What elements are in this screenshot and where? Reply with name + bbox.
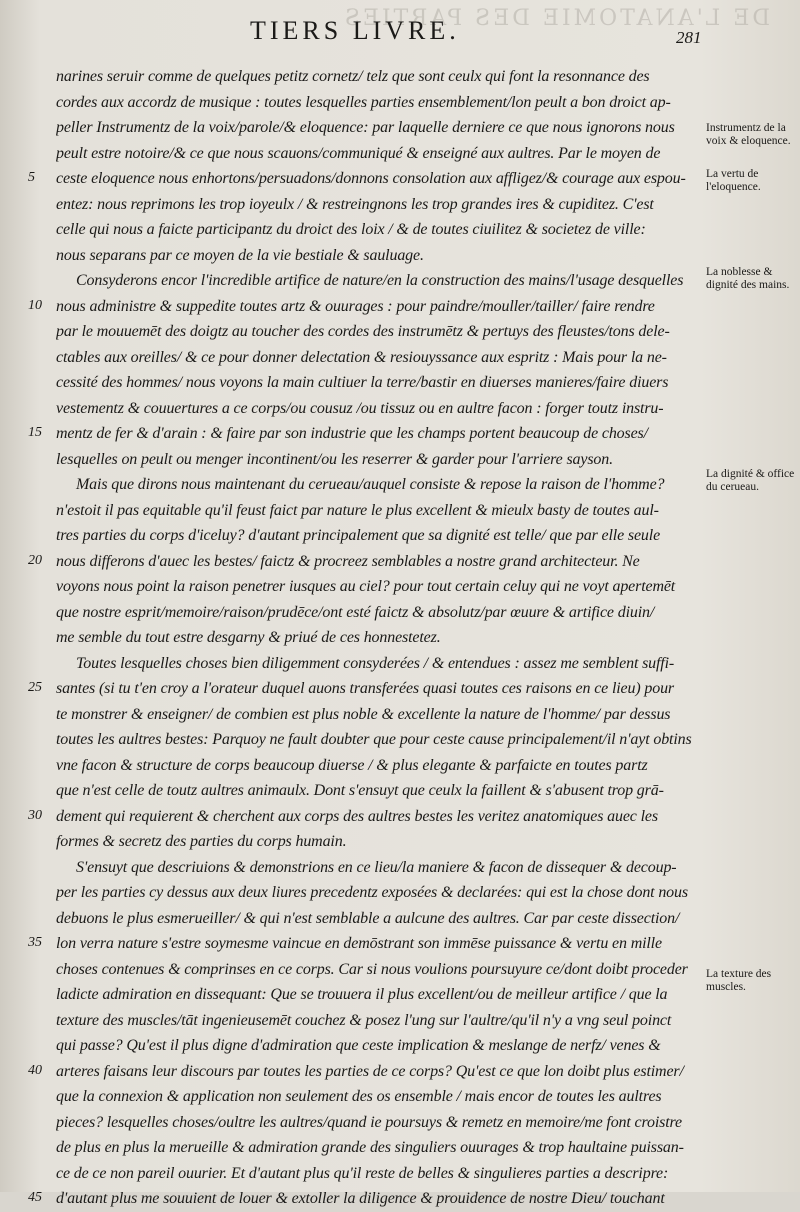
text-line: que la connexion & application non seulement des os ensemble / mais encor de toutes les aultres <box>56 1088 662 1105</box>
text-line: me semble du tout estre desgarny & priué de ces honnestetez. <box>56 629 441 646</box>
text-line: lesquelles on peult ou menger incontinent/ou les reserrer & garder pour l'arriere sayson. <box>56 450 613 468</box>
paragraph-start-line: Consyderons encor l'incredible artifice de nature/en la construction des mains/l'usage desquelles <box>76 272 684 289</box>
text-line: arteres faisans leur discours par toutes les parties de ce corps? Qu'est ce que lon doibt plus estimer/ <box>56 1062 684 1080</box>
text-line: d'autant plus me souuient de louer & extoller la diligence & prouidence de nostre Dieu/ touchant <box>56 1190 665 1207</box>
text-line: vestementz & couuertures a ce corps/ou cousuz /ou tissuz ou en aultre facon : forger toutz instru- <box>56 399 664 417</box>
text-line: qui passe? Qu'est il plus digne d'admiration que ceste implication & meslange de nerfz/ venes & <box>56 1037 661 1054</box>
text-line: narines seruir comme de quelques petitz cornetz/ telz que sont ceulx qui font la resonnance des <box>56 68 650 85</box>
line-number: 5 <box>28 170 35 185</box>
paragraph-start-line: Toutes lesquelles choses bien diligemment consyderées / & entendues : assez me semblent suffi- <box>76 654 675 672</box>
text-line: ctables aux oreilles/ & ce pour donner delectation & resiouyssance aux espritz : Mais pour la ne- <box>56 348 667 366</box>
text-line: choses contenues & comprinses en ce corps. Car si nous voulions poursuyure ce/dont doibt proceder <box>56 960 688 978</box>
line-number: 25 <box>28 680 42 695</box>
line-number: 40 <box>28 1063 42 1078</box>
text-line: texture des muscles/tāt ingenieusemēt couchez & posez l'ung sur l'aultre/qu'il n'y a vng seul poinct <box>56 1011 672 1029</box>
text-line: tres parties du corps d'iceluy? d'autant principalement que sa dignité est telle/ que par elle seule <box>56 527 661 544</box>
page-header <box>0 10 800 50</box>
text-line: cessité des hommes/ nous voyons la main cultiuer la terre/bastir en diuerses manieres/faire diuers <box>56 374 669 391</box>
text-line: cordes aux accordz de musique : toutes lesquelles parties ensemblement/lon peult a bon droict ap- <box>56 93 671 111</box>
show-through-text: DE L'ANATOMIE DES PARTIES <box>341 6 770 31</box>
margin-note: Instrumentz de la voix & eloquence. <box>706 122 791 147</box>
text-line: te monstrer & enseigner/ de combien est plus noble & excellente la nature de l'homme/ par dessus <box>56 705 671 723</box>
text-line: ce de ce non pareil ouurier. Et d'autant plus qu'il reste de belles & singulieres parties a descripre: <box>56 1164 669 1182</box>
line-number: 45 <box>28 1190 42 1205</box>
text-line: santes (si tu t'en croy a l'orateur duquel auons transferées quasi toutes ces raisons en ce lieu) pour <box>56 680 674 697</box>
line-number: 10 <box>28 298 42 313</box>
text-line: mentz de fer & d'arain : & faire par son industrie que les champs portent beaucoup de choses/ <box>56 425 648 442</box>
body-text <box>56 64 704 1212</box>
text-line: que nostre esprit/memoire/raison/prudēce/ont esté faictz & absolutz/par œuure & artifice diuin/ <box>56 603 655 621</box>
line-number: 20 <box>28 553 42 568</box>
text-line: par le mouuemēt des doigtz au toucher des cordes des instrumētz & pertuys des fleustes/tons dele- <box>56 323 670 340</box>
text-line: nous separans par ce moyen de la vie bestiale & sauluage. <box>56 246 424 264</box>
text-line: per les parties cy dessus aux deux liures precedentz exposées & declarées: qui est la chose dont nous <box>56 884 688 901</box>
text-line: celle qui nous a faicte participantz du droict des loix / & de toutes ciuilitez & societez de ville: <box>56 221 646 238</box>
line-number: 15 <box>28 425 42 440</box>
text-line: nous administre & suppedite toutes artz & ouurages : pour paindre/mouller/tailler/ faire rendre <box>56 297 655 315</box>
text-line: n'estoit il pas equitable qu'il feust faict par nature le plus excellent & mieulx basty de toutes aul- <box>56 501 659 519</box>
text-line: nous differons d'auec les bestes/ faictz & procreez semblables a nostre grand architecteur. Ne <box>56 552 640 570</box>
text-line: que n'est celle de toutz aultres animaulx. Dont s'ensuyt que ceulx la faillent & s'abusent trop grā- <box>56 782 664 799</box>
line-number: 35 <box>28 935 42 950</box>
page-number: 281 <box>676 28 702 47</box>
text-line: ladicte admiration en dissequant: Que se trouuera il plus excellent/ou de meilleur artifice / que la <box>56 986 668 1003</box>
text-line: peult estre notoire/& ce que nous scauons/communiqué & enseigné aux aultres. Par le moyen de <box>56 144 661 162</box>
text-line: de plus en plus la merueille & admiration grande des singuliers ouurages & trop haultaine puissan- <box>56 1139 684 1156</box>
text-line: ceste eloquence nous enhortons/persuadons/donnons consolation aux affligez/& courage aux espou- <box>56 170 686 187</box>
text-line: peller Instrumentz de la voix/parole/& eloquence: par laquelle derniere ce que nous ignorons nous <box>56 119 675 136</box>
line-number: 30 <box>28 808 42 823</box>
margin-note: La noblesse & dignité des mains. <box>706 266 790 291</box>
running-title: TIERS LIVRE. <box>250 16 460 45</box>
text-line: toutes les aultres bestes: Parquoy ne fault doubter que pour ceste cause principalement/il n'ayt obtins <box>56 731 692 748</box>
text-line: voyons nous point la raison penetrer iusques au ciel? pour tout certain celuy qui ne voyt apertemēt <box>56 578 676 595</box>
text-line: lon verra nature s'estre soymesme vaincue en demōstrant son immēse puissance & vertu en mille <box>56 935 662 952</box>
text-line: dement qui requierent & cherchent aux corps des aultres bestes les veritez anatomiques auec les <box>56 807 658 825</box>
text-line: debuons le plus esmerueiller/ & qui n'est semblable a aulcune des aultres. Car par ceste dissection/ <box>56 909 680 927</box>
margin-note: La dignité & office du cerueau. <box>706 468 795 493</box>
paragraph-start-line: S'ensuyt que descriuions & demonstrions en ce lieu/la maniere & facon de dissequer & decoup- <box>76 858 677 876</box>
text-line: entez: nous reprimons les trop ioyeulx / & restreingnons les trop grandes ires & cupiditez. C'est <box>56 195 654 213</box>
text-line: formes & secretz des parties du corps humain. <box>56 833 347 850</box>
text-line: vne facon & structure de corps beaucoup diuerse / & plus elegante & parfaicte en toutes partz <box>56 756 648 774</box>
paragraph-start-line: Mais que dirons nous maintenant du cerueau/auquel consiste & repose la raison de l'homme? <box>76 476 665 493</box>
margin-note: La vertu de l'eloquence. <box>706 168 761 193</box>
text-line: pieces? lesquelles choses/oultre les aultres/quand ie poursuys & remetz en memoire/me font croistre <box>56 1113 682 1131</box>
margin-note: La texture des muscles. <box>706 968 772 993</box>
